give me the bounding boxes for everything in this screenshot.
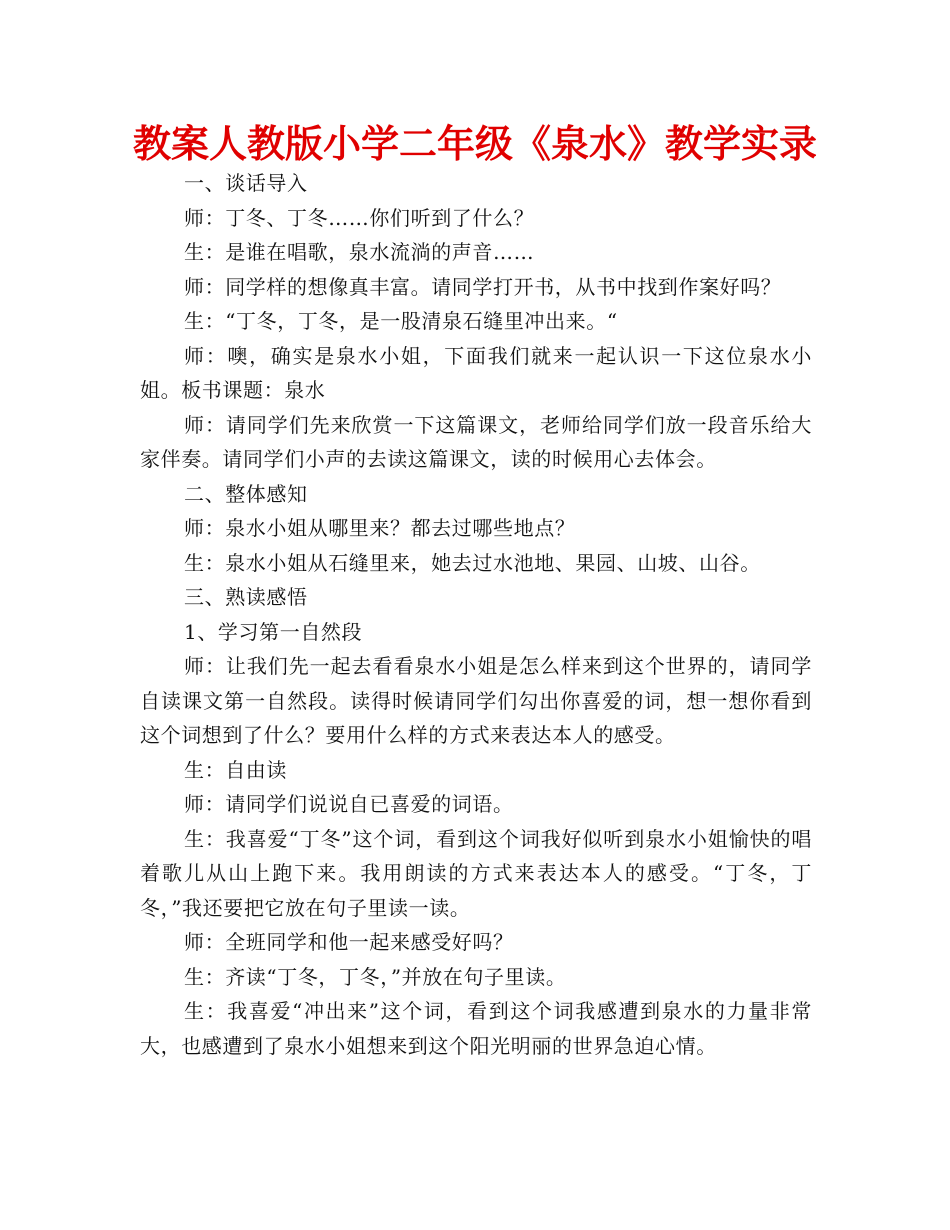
paragraph: 生：我喜爱“冲出来”这个词，看到这个词我感遭到泉水的力量非常大，也感遭到了泉水小姐想来到这个阳光明丽的世界急迫心情。 xyxy=(140,999,812,1058)
paragraph: 生：齐读“丁冬，丁冬，”并放在句子里读。 xyxy=(184,964,567,989)
paragraph: 生：自由读 xyxy=(184,757,287,782)
document-title: 教案人教版小学二年级《泉水》教学实录 xyxy=(132,122,817,166)
paragraph: 二、整体感知 xyxy=(184,481,308,506)
paragraph: 1、学习第一自然段 xyxy=(184,619,363,644)
paragraph: 师：全班同学和他一起来感受好吗？ xyxy=(184,930,514,954)
paragraph: 生：我喜爱“丁冬”这个词，看到这个词我好似听到泉水小姐愉快的唱着歌儿从山上跑下来。我用朗读的方式来表达本人的感受。“丁冬，丁冬，”我还要把它放在句子里读一读。 xyxy=(140,826,812,920)
paragraph: 师：同学样的想像真丰富。请同学打开书，从书中找到作案好吗？ xyxy=(184,274,782,299)
paragraph: 师：请同学们说说自已喜爱的词语。 xyxy=(184,792,514,816)
paragraph: 师：让我们先一起去看看泉水小姐是怎么样来到这个世界的，请同学自读课文第一自然段。读得时候请同学们勾出你喜爱的词，想一想你看到这个词想到了什么？要用什么样的方式来表达本人的感受。 xyxy=(140,654,812,747)
paragraph: 师：丁冬、丁冬……你们听到了什么？ xyxy=(184,205,535,230)
paragraph: 生：是谁在唱歌，泉水流淌的声音…… xyxy=(184,240,535,264)
paragraph: 一、谈话导入 xyxy=(184,171,308,195)
paragraph: 师：噢，确实是泉水小姐，下面我们就来一起认识一下这位泉水小姐。板书课题：泉水 xyxy=(140,343,812,402)
paragraph: 师：泉水小姐从哪里来？都去过哪些地点？ xyxy=(184,516,576,540)
paragraph: 三、熟读感悟 xyxy=(184,585,308,609)
document-body xyxy=(140,166,812,1063)
paragraph: 生：泉水小姐从石缝里来，她去过水池地、果园、山坡、山谷。 xyxy=(184,550,761,575)
paragraph: 师：请同学们先来欣赏一下这篇课文，老师给同学们放一段音乐给大家伴奏。请同学们小声的去读这篇课文，读的时候用心去体会。 xyxy=(140,412,812,471)
paragraph: 生：“丁冬，丁冬，是一股清泉石缝里冲出来。“ xyxy=(184,309,618,333)
